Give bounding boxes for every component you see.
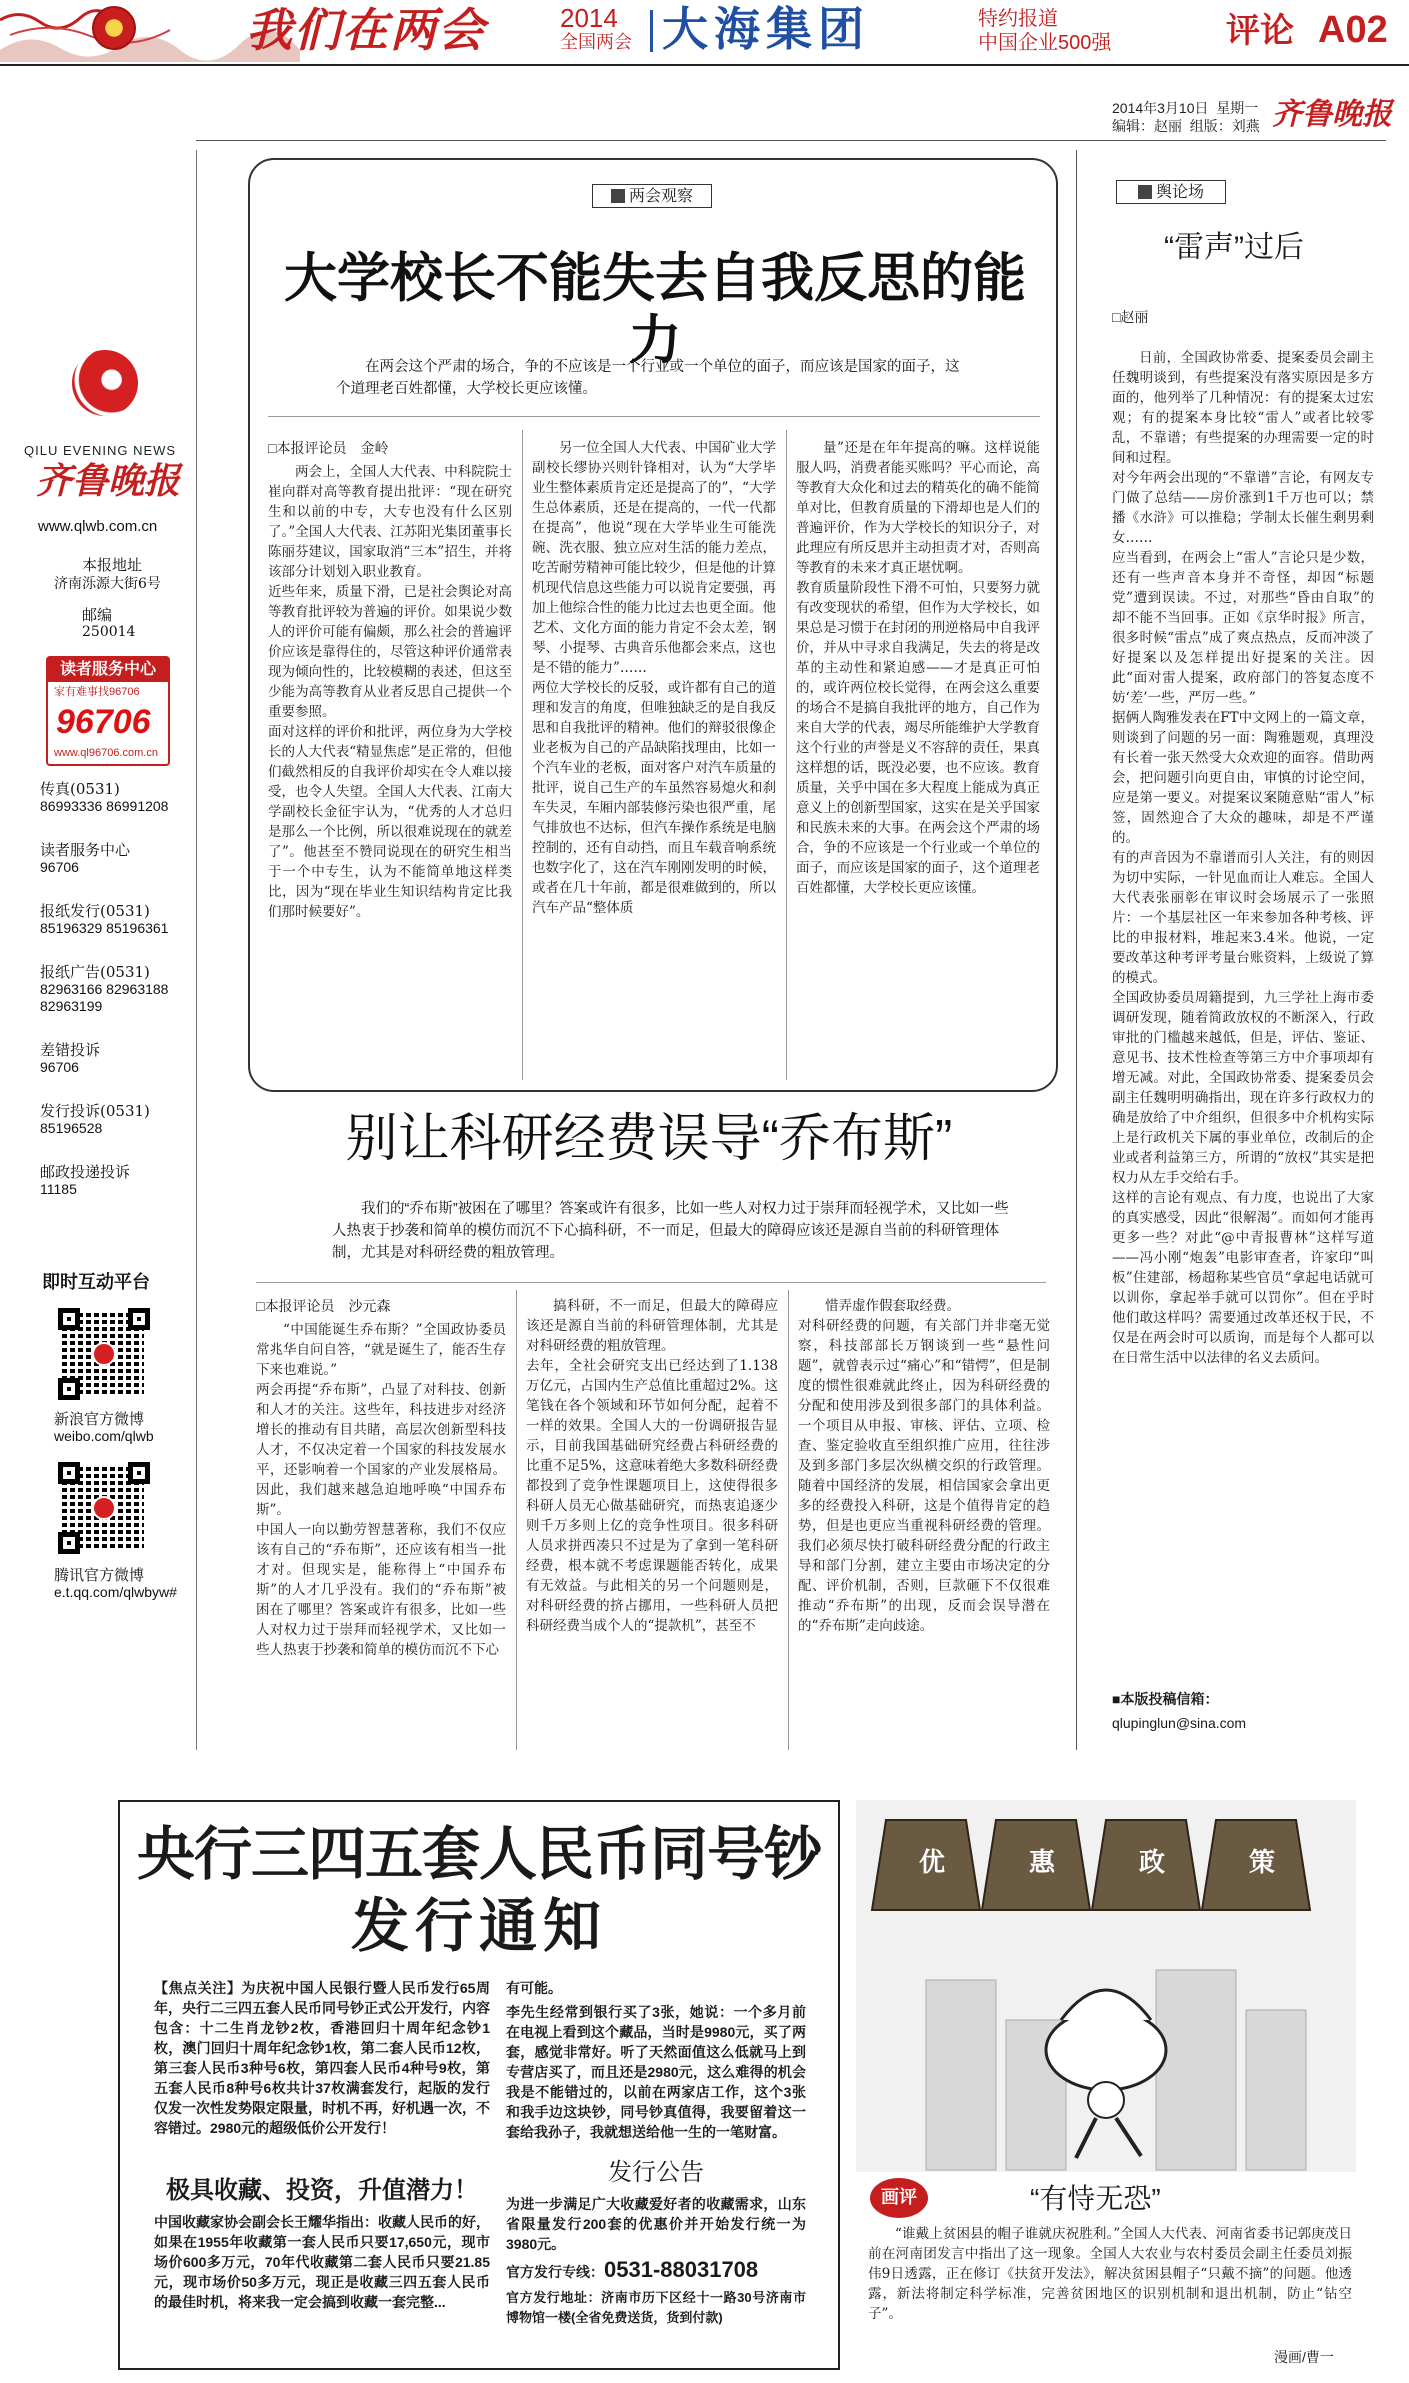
masthead-title: 我们在两会 (246, 3, 486, 57)
ad-tel-line (506, 2258, 826, 2284)
weibo2-name: 腾讯官方微博 (54, 1566, 145, 1584)
sidebar-rule (196, 150, 197, 1750)
sponsor-tagline-2: 中国企业500强 (978, 32, 1112, 54)
paper-logo-en: QILU EVENING NEWS (24, 443, 177, 458)
cartoon-bell-3: 政 (1138, 1848, 1165, 1878)
weibo2-url[interactable]: e.t.qq.com/qlwbyw# (54, 1584, 177, 1600)
contact-label: 差错投诉 (40, 1041, 101, 1059)
article-2-rule-1 (516, 1290, 517, 1750)
masthead-event-name: 全国两会 (560, 32, 632, 52)
article-1-lead: 在两会这个严肃的场合，争的不应该是一个行业或一个单位的面子，而应该是国家的面子，这个道理老百姓都懂，大学校长更应该懂。 (336, 359, 960, 397)
address-value: 济南泺源大街6号 (54, 576, 161, 592)
article-2-byline: □本报评论员 沙元森 (256, 1298, 391, 1314)
ad-box (118, 1800, 840, 2370)
paper-name-small: 齐鲁晚报 (1272, 97, 1392, 132)
article-1-column-tag (592, 184, 712, 208)
article-1-headline: 大学校长不能失去自我反思的能力 (284, 249, 1026, 370)
contact-label: 传真(0531) (40, 780, 120, 798)
weibo1-url[interactable]: weibo.com/qlwb (54, 1428, 154, 1444)
contact-value: 85196528 (40, 1120, 103, 1136)
zip-label: 邮编 (82, 606, 113, 624)
ad-notice-text: 为进一步满足广大收藏爱好者的收藏需求，山东省限量发行200套的优惠价并开始发行统一为3980元。 (506, 2196, 806, 2252)
opinion-contact-email[interactable]: qlupinglun@sina.com (1112, 1715, 1247, 1731)
cartoon-bell-1: 优 (918, 1848, 945, 1878)
contact-value: 96706 (40, 859, 79, 875)
ad-tel-label: 官方发行专线： (506, 2264, 604, 2280)
contact-value: 85196329 85196361 (40, 920, 169, 936)
cartoon-bell-2: 惠 (1028, 1848, 1055, 1878)
cartoon-bell-4: 策 (1248, 1848, 1275, 1878)
masthead (0, 0, 1409, 62)
contact-label: 发行投诉(0531) (40, 1102, 150, 1120)
contact-label: 邮政投递投诉 (40, 1163, 131, 1181)
opinion-rule (1076, 150, 1077, 1750)
weibo2-qr-code[interactable] (54, 1458, 154, 1558)
dateline-rule (196, 140, 1386, 141)
ad-notice-title: 发行公告 (608, 2159, 704, 2186)
ad-title-line-2: 发行通知 (350, 1894, 607, 1959)
masthead-rule (0, 64, 1409, 66)
issue-weekday: 星期一 (1216, 100, 1259, 116)
section-name: 评论 (1226, 12, 1294, 50)
contact-label: 报纸发行(0531) (40, 902, 150, 920)
contact-label: 报纸广告(0531) (40, 963, 150, 981)
article-1-column-label: 两会观察 (628, 186, 693, 205)
ad-body-right: 李先生经常到银行买了3张，她说：一个多月前在电视上看到这个藏品，当时是9980元，买了两套，感觉非常好。听了天然面值这么低就马上到专营店买了，而且还是2980元，这么难得的机会我是不能错过的，以前在两家店工作，这个3张和我手边这块钞，同号钞真值得，我要留着这一套给我孙子，我就想送给他一生的一笔财富。 (506, 2004, 806, 2140)
cartoon-credit: 漫画/曹一 (1274, 2349, 1334, 2365)
column-tag-icon (611, 189, 625, 203)
ad-body-left-2: 中国收藏家协会副会长王耀华指出：收藏人民币的好，如果在1955年收藏第一套人民币只要17,650元，现市场价600多万元，70年代收藏第二套人民币只要21.85元，现市场价50多万元，现正是收藏三四五套人民币的最佳时机，将来我一定会搞到收藏一套完整... (154, 2214, 490, 2310)
cartoon-caption: “谁戴上贫困县的帽子谁就庆祝胜利。”全国人大代表、河南省委书记郭庚茂日前在河南团发言中指出了这一现象。全国人大农业与农村委员会副主任委员刘振伟9日透露，正在修订《扶贫开发法》，解决贫困县帽子“只戴不摘”的问题。他透露，新法将制定科学标准，完善贫困地区的识别机制和退出机制，防止“钻空子”。 (868, 2226, 1352, 2322)
article-2-lead-rule (256, 1282, 1046, 1283)
interact-title: 即时互动平台 (42, 1272, 150, 1293)
ad-slogan: 极具收藏、投资，升值潜力！ (166, 2177, 478, 2204)
article-2-headline: 别让科研经费误导“乔布斯” (345, 1110, 953, 1168)
ad-tel-number[interactable]: 0531-88031708 (604, 2257, 759, 2282)
sponsor-tagline-1: 特约报道 (978, 8, 1058, 30)
contact-value: 11185 (40, 1181, 77, 1197)
website-link[interactable]: www.qlwb.com.cn (38, 518, 158, 535)
opinion-byline: □赵丽 (1112, 309, 1149, 325)
article-1-byline: □本报评论员 金岭 (268, 440, 389, 456)
cartoon-panel (856, 1800, 1356, 2172)
address-label: 本报地址 (82, 556, 143, 574)
paper-logo-icon (72, 350, 138, 416)
opinion-body: 日前，全国政协常委、提案委员会副主任魏明谈到，有些提案没有落实原因是多方面的，他列举了几种情况：有的提案太过宏观；有的提案本身比较“雷人”或者比较零乱，不靠谱；有些提案的办理需要一定的时间和过程。 对今年两会出现的“不靠谱”言论，有网友专门做了总结——房价涨到1千万也可以；禁播《水浒》可以推稳；学制太长催生剩男剩女…… 应当看到，在两会上“雷人”言论只是少数，还有一些声音本身并不奇怪，却因“标题党”遭到误读。不过，对那些“昏由自取”的却不能不当回事。正如《京华时报》所言，很多时候“雷点”成了爽点热点，反而冲淡了好提案以及怎样提出好提案的关注。因此“面对雷人提案，政府部门的答复态度不妨‘差’一些，严厉一些。” 据俩人陶雅发表在FT中文网上的一篇文章，则谈到了问题的另一面：陶雅题观，真理没有长着一张天然受大众欢迎的面容。借助两会，把问题引向更自由，审慎的讨论空间，应是第一要义。对提案议案随意贴“雷人”标签，固然迎合了大众的趣味，却是不严谨的。 有的声音因为不靠谱而引人关注，有的则因为切中实际，一针见血而让人难忘。全国人大代表张丽彰在审议时会场展示了一张照片：一个基层社区一年来参加各种考核、评比的申报材料，堆起来3.4米。他说，一定要改革这种考评考量台账资料，上级说了算的模式。 全国政协委员周籍提到，九三学社上海市委调研发现，随着简政放权的不断深入，行政审批的门槛越来越低，但是，评估、鉴证、意见书、技术性检查等第三方中介事项却有增无减。对此，全国政协常委、提案委员会副主任魏明明确指出，现在许多行政权力的确是放给了中介组织，但很多中介机构实际上是行政机关下属的事业单位，改制后的企业或者利益第三方，所谓的“放权”其实是把权力从左手交给右手。 这样的言论有观点、有力度，也说出了大家的真实感受，因此“很解渴”。而如何才能再更多一些？对此“@中青报曹林”这样写道——冯小刚“炮轰”电影审查者，许家印“叫板”住建部，杨超称某些官员“拿起电话就可以训你，拿起举手就可以罚你”。但在乎时他们敢这样吗？需要通过改革还权于民，不仅是在两会时可以质询，而是每个人都可以在日常生活中以法律的名义去质问。 (1112, 350, 1374, 1366)
contact-value: 82963166 82963188 82963199 (40, 981, 169, 1014)
article-1-col-3: 量”还是在年年提高的嘛。这样说能服人吗，消费者能买账吗？平心而论，高等教育大众化和过去的精英化的确不能简单对比，但教育质量的下滑却也是人们的普遍评价，作为大学校长的知识分子，对此理应有所反思并主动担责才对，否则高等教育的未来才真正堪忧啊。 教育质量阶段性下滑不可怕，只要努力就有改变现状的希望，但作为大学校长，如果总是习惯于在封闭的刑逆格局中自我评价，并从中寻求自我满足，失去的将是改革的主动性和紧迫感——才是真正可怕的，或许两位校长觉得，在两会这么重要的场合不是搞自我批评的地方，自己作为来自大学的代表，竭尽所能维护大学教育这个行业的声誉是义不容辞的责任，果真这样想的话，既没必要，也不应该。教育质量，关乎中国在多大程度上能成为真正意义上的创新型国家，这实在是关乎国家和民族未来的大事。在两会这个严肃的场合，争的不应该是一个行业或一个单位的面子，而应该是国家的面子，这个道理老百姓都懂，大学校长更应该懂。 (796, 440, 1040, 896)
contact-value: 96706 (40, 1059, 79, 1075)
editor-name: 编辑：赵丽 (1112, 118, 1182, 134)
zip-value: 250014 (82, 624, 136, 640)
issue-date-line (1112, 100, 1258, 116)
reader-service-title: 读者服务中心 (48, 658, 168, 682)
article-2-rule-2 (788, 1290, 789, 1750)
article-2-col-1: “中国能诞生乔布斯？”全国政协委员常兆华自问自答，“就是诞生了，能否生存下来也难说。” 两会再提“乔布斯”，凸显了对科技、创新和人才的关注。这些年，科技进步对经济增长的推动有目共睹，高层次创新型科技人才，不仅决定着一个国家的科技发展水平，还影响着一个国家的产业发展格局。因此，我们越来越急迫地呼唤“中国乔布斯”。 中国人一向以勤劳智慧著称，我们不仅应该有自己的“乔布斯”，还应该有相当一批才对。但现实是，能称得上“中国乔布斯”的人才几乎没有。我们的“乔布斯”被困在了哪里？答案或许有很多，比如一些人对权力过于崇拜而轻视学术，又比如一些人热衷于抄袭和简单的模仿而沉不下心 (256, 1322, 506, 1658)
reader-service-number: 96706 (56, 703, 151, 741)
article-1-col-2: 另一位全国人大代表、中国矿业大学副校长缪协兴则针锋相对，认为“大学毕业生整体素质肯定还是提高了的”，“大学生总体素质，还是在提高的，一代一代都在提高”，他说“现在大学毕业生可能洗碗、洗衣服、独立应对生活的能力差点，吃苦耐劳精神可能比较少，但是他的计算机现代信息这些能力可以说肯定要强，再加上他综合性的能力比过去也更全面。他艺术、文化方面的能力肯定不会太差，钢琴、小提琴、古典音乐他都会来点，这也是不错的能力”…… 两位大学校长的反驳，或许都有自己的道理和发言的角度，但唯独缺乏的是自我反思和自我批评的精神。他们的辩驳很像企业老板为自己的产品缺陷找理由，比如一个汽车业的老板，面对客户对汽车质量的批评，说自己生产的车虽然容易熄火和刹车失灵，车厢内部装修污染也很严重，尾气排放也不达标，但汽车操作系统是电脑控制的，还有自动挡，而且车载音响系统也数字化了，这在汽车刚刚发明的时候，或者在几十年前，都是很难做到的，所以汽车产品“整体质 (532, 440, 776, 916)
opinion-column-tag (1116, 180, 1226, 204)
opinion-column-label: 舆论场 (1155, 182, 1204, 201)
contact-value: 86993336 86991208 (40, 798, 169, 814)
editor-line (1112, 118, 1260, 134)
ad-address: 官方发行地址：济南市历下区经十一路30号济南市博物馆一楼(全省免费送货，货到付款) (506, 2290, 806, 2325)
masthead-divider (650, 10, 653, 52)
article-2-col-2: 搞科研，不一而足，但最大的障碍应该还是源自当前的科研管理体制，尤其是对科研经费的粗放管理。 去年，全社会研究支出已经达到了1.138万亿元，占国内生产总值比重超过2%。这笔钱在各个领域和环节如何分配，起着不一样的效果。全国人大的一份调研报告显示，目前我国基础研究经费占科研经费的比重不足5%，这意味着绝大多数科研经费都投到了竞争性课题项目上，这使得很多科研人员无心做基础研究，而热衷追逐少则千万多则上亿的竞争性项目。很多科研人员求拼西凑只不过是为了拿到一笔科研经费，根本就不考虑课题能否转化，成果有无效益。与此相关的另一个问题则是，对科研经费的挤占挪用，一些科研人员把科研经费当成个人的“提款机”，甚至不 (526, 1298, 778, 1634)
weibo1-qr-code[interactable] (54, 1304, 154, 1404)
masthead-event-year: 2014 (560, 3, 618, 33)
article-1-rule-1 (522, 430, 523, 1080)
article-2-col-3: 惜弄虚作假套取经费。 对科研经费的问题，有关部门并非毫无觉察，科技部部长万钢谈到一些“悬性问题”，就曾表示过“痛心”和“错愕”，但是制度的惯性很难就此终止，因为科研经费的分配和使用涉及到很多部门的具体利益。一个项目从申报、审核、评估、立项、检查、鉴定验收直至组织推广应用，往往涉及到多部门多层次纵横交织的行政管理。随着中国经济的发展，相信国家会拿出更多的经费投入科研，这是个值得肯定的趋势，但是也更应当重视科研经费的管理。我们必须尽快打破科研经费分配的行政主导和部门分割，建立主要由市场决定的分配、评价机制，否则，巨款砸下不仅很难推动“乔布斯”的出现，反而会误导潜在的“乔布斯”走向歧途。 (798, 1298, 1050, 1634)
opinion-tag-icon (1138, 185, 1152, 199)
cartoon-headline: “有恃无恐” (1030, 2183, 1161, 2214)
contact-label: 读者服务中心 (40, 841, 131, 859)
designer-name: 组版：刘燕 (1189, 118, 1260, 134)
ad-body-left: 【焦点关注】为庆祝中国人民银行暨人民币发行65周年，央行二三四五套人民币同号钞正式公开发行，内容包含：十二生肖龙钞2枚，香港回归十周年纪念钞1枚，澳门回归十周年纪念钞1枚，第二套人民币12枚，第三套人民币3种号6枚，第四套人民币4种号9枚，第五套人民币8种号6枚共计37枚满套发行，起版的发行仅发一次性发势限定限量，时机不再，好机遇一次，不容错过。2980元的超级低价公开发行！ (154, 1980, 490, 2136)
page-number: A02 (1318, 9, 1388, 51)
reader-service-sub: 家有难事找96706 (54, 686, 140, 698)
article-2-lead: 我们的“乔布斯”被困在了哪里？答案或许有很多，比如一些人对权力过于崇拜而轻视学术，又比如一些人热衷于抄袭和简单的模仿而沉不下心搞科研，不一而足，但最大的障碍应该还是源自当前的科研管理体制，尤其是对科研经费的粗放管理。 (332, 1201, 1009, 1261)
sponsor-name: 大海集团 (662, 3, 870, 55)
cartoon-column-icon (870, 2178, 928, 2218)
weibo1-name: 新浪官方微博 (54, 1410, 145, 1428)
reader-service-url[interactable]: www.ql96706.com.cn (54, 747, 158, 759)
article-1-lead-rule (268, 416, 1040, 417)
left-sidebar (0, 300, 200, 1760)
opinion-headline: “雷声”过后 (1164, 231, 1304, 264)
issue-date: 2014年3月10日 (1112, 100, 1209, 116)
article-1-rule-2 (786, 430, 787, 1080)
national-emblem-icon (92, 6, 136, 50)
cartoon-column-label: 画评 (881, 2187, 917, 2208)
opinion-contact-label: ■本版投稿信箱： (1112, 1691, 1219, 1707)
ad-title-line-1: 央行三四五套人民币同号钞 (136, 1822, 821, 1887)
paper-logo-cn: 齐鲁晚报 (36, 460, 181, 502)
article-1-col-1: 两会上，全国人大代表、中科院院士崔向群对高等教育提出批评：“现在研究生和以前的中专，大专也没有什么区别了。”全国人大代表、江苏阳光集团董事长陈丽芬建议，国家取消“三本”招生，并将该部分计划划入职业教育。 近些年来，质量下滑，已是社会舆论对高等教育批评较为普遍的评价。如果说少数人的评价可能有偏颇，那么社会的普遍评价应该是靠得住的，尽管这种评价通常表现为倾向性的，比较模糊的表述，但这至少能为高等教育从业者反思自己提供一个重要参照。 面对这样的评价和批评，两位身为大学校长的人大代表“精显焦虑”是正常的，但他们截然相反的自我评价却实在令人难以接受，也令人失望。全国人大代表、江南大学副校长金征宇认为，“优秀的人才总归是那么一个比例，所以很难说现在的就差了”。他甚至不赞同说现在的研究生相当于一个中专生，认为不能简单地这样类比，因为“现在毕业生知识结构肯定比我们那时候要好”。 (268, 464, 512, 920)
ad-intro: 有可能。 (506, 1980, 562, 1996)
reader-service-box (46, 656, 170, 766)
